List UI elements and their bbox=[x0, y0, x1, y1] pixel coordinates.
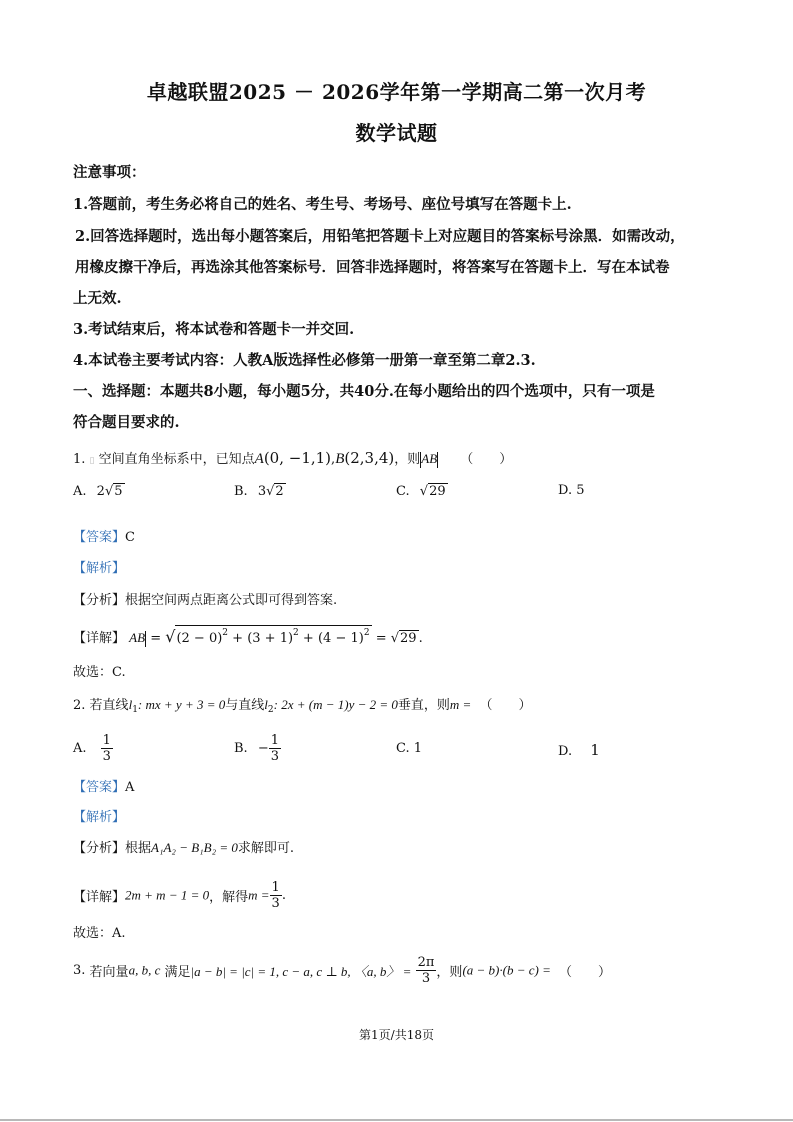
fraction: $\frac{2\pi}{3}$ bbox=[417, 955, 435, 986]
sqrt-sign: √ bbox=[165, 627, 176, 646]
fraction: $\frac{1}{3}$ bbox=[102, 733, 111, 764]
question-2-conclusion: 故选：A. bbox=[73, 926, 126, 941]
question-1-option-c: C. √29 bbox=[396, 484, 446, 499]
question-2-option-d: D. 1 bbox=[558, 741, 600, 759]
question-1-option-a: A. 2√5 bbox=[73, 484, 123, 499]
sqrt-sign: √ bbox=[419, 484, 429, 499]
bottom-divider bbox=[0, 1119, 793, 1121]
notice-item-2-line-3: 上无效. bbox=[73, 290, 122, 307]
sqrt-sign: √ bbox=[104, 484, 114, 499]
question-2-stem: 2. 若直线$l_1$: mx + y + 3 = 0与直线$l_2$: 2x + (m − 1)y − 2 = 0垂直，则m = （ ） bbox=[73, 697, 532, 715]
document-title: 卓越联盟2025 － 2026学年第一学期高二第一次月考 bbox=[146, 80, 647, 104]
notice-item-2-line-1: 2.回答选择题时，选出每小题答案后，用铅笔把答题卡上对应题目的答案标号涂黑．如需改动， bbox=[75, 228, 685, 245]
document-subtitle: 数学试题 bbox=[355, 121, 438, 145]
question-1-analysis-tag: 【解析】 bbox=[73, 561, 126, 576]
sqrt-sign: √ bbox=[390, 631, 400, 646]
question-3-stem: 3. 若向量a, b, c 满足|a − b| = |c| = 1, c − a, c ⊥ b, 〈a, b〉 = $\frac{2\pi}{3}$ ，则(a − b)·(b − c) = （ ） bbox=[73, 955, 611, 986]
question-1-stem: 1. ▯ 空间直角坐标系中，已知点A(0, −1,1),B(2,3,4)，则AB （ ） bbox=[73, 449, 513, 467]
question-1-option-d: D. 5 bbox=[558, 483, 585, 498]
distance-radicand: $(2 - 0)^2 + (3 + 1)^2 + (4 - 1)^2$ bbox=[175, 625, 371, 646]
question-1-fenxi: 【分析】根据空间两点距离公式即可得到答案. bbox=[73, 593, 338, 608]
section-heading-line-2: 符合题目要求的. bbox=[73, 414, 180, 431]
question-1-option-b: B. 3√2 bbox=[234, 484, 284, 499]
question-1-answer: 【答案】C bbox=[73, 530, 135, 545]
stray-mark: ▯ bbox=[89, 456, 95, 466]
notice-heading: 注意事项： bbox=[73, 164, 146, 181]
abs-bar bbox=[437, 452, 438, 468]
fraction: $\frac{1}{3}$ bbox=[271, 880, 280, 911]
notice-item-1: 1.答题前，考生务必将自己的姓名、考生号、考场号、座位号填写在答题卡上. bbox=[73, 196, 572, 213]
question-2-answer: 【答案】A bbox=[73, 780, 135, 795]
question-1-detail: 【详解】 AB = $√(2 - 0)^2 + (3 + 1)^2 + (4 - 1)^2 = √29$ . bbox=[73, 627, 423, 646]
section-heading-line-1: 一、选择题：本题共8小题，每小题5分，共40分.在每小题给出的四个选项中，只有一项是 bbox=[73, 383, 655, 400]
page-footer: 第1页/共18页 bbox=[359, 1028, 434, 1042]
question-2-detail: 【详解】2m + m − 1 = 0，解得m = $\frac{1}{3}$ . bbox=[73, 880, 286, 911]
question-1-conclusion: 故选：C. bbox=[73, 665, 126, 680]
question-2-option-a: A. $\frac{1}{3}$ bbox=[73, 733, 111, 764]
fraction: $\frac{1}{3}$ bbox=[270, 733, 280, 764]
question-2-fenxi: 【分析】根据A₁A₂ − B₁B₂ = 0求解即可. bbox=[73, 840, 295, 856]
question-2-option-b: B. − $\frac{1}{3}$ bbox=[234, 733, 280, 764]
abs-bar bbox=[145, 631, 146, 647]
notice-item-3: 3.考试结束后，将本试卷和答题卡一并交回. bbox=[73, 321, 355, 338]
question-2-analysis-tag: 【解析】 bbox=[73, 810, 126, 825]
question-2-option-c: C. 1 bbox=[396, 741, 423, 756]
notice-item-2-line-2: 用橡皮擦干净后，再选涂其他答案标号．回答非选择题时，将答案写在答题卡上．写在本试卷 bbox=[75, 259, 670, 276]
notice-item-4: 4.本试卷主要考试内容：人教A版选择性必修第一册第一章至第二章2.3. bbox=[73, 352, 536, 369]
sqrt-sign: √ bbox=[266, 484, 275, 499]
